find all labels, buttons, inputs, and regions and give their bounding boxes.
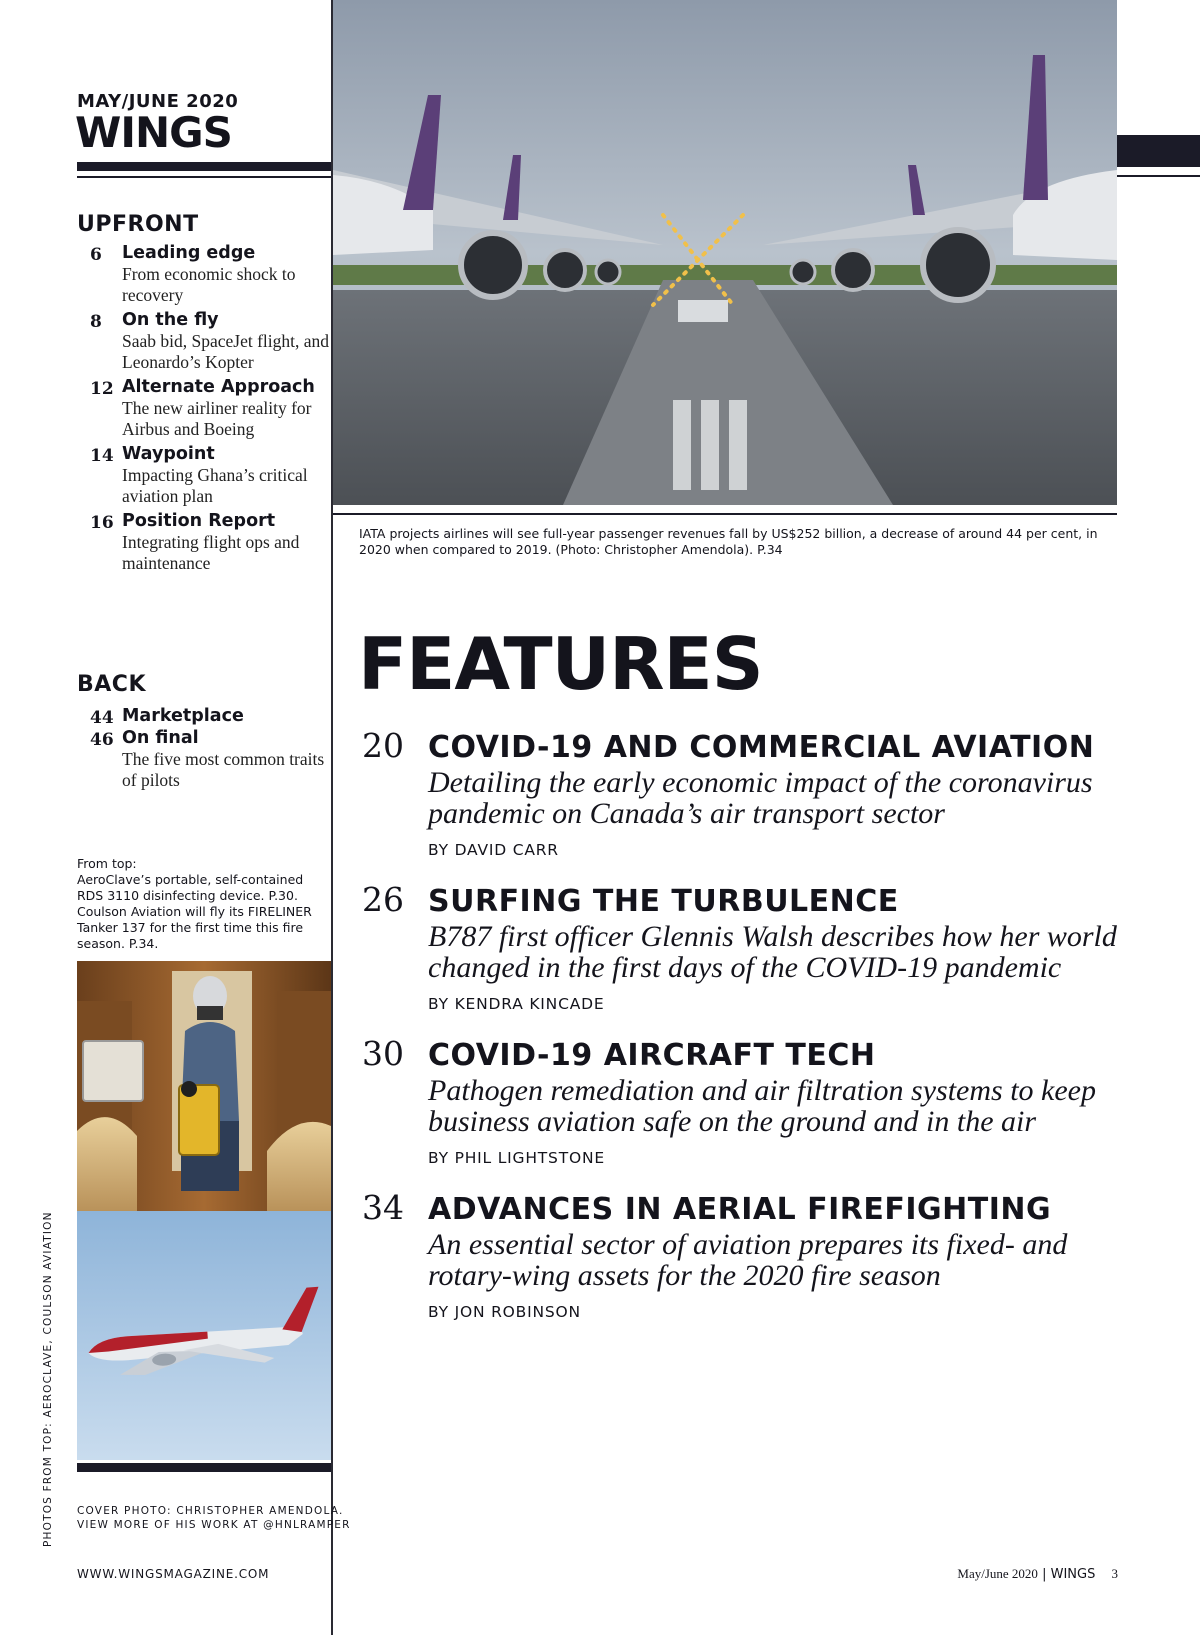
toc-page: 46 [90, 730, 114, 750]
toc-item[interactable] [90, 728, 330, 791]
cover-credit-line1: COVER PHOTO: CHRISTOPHER AMENDOLA. [77, 1505, 344, 1517]
toc-desc: Impacting Ghana’s critical aviation plan [122, 465, 308, 506]
feature-item[interactable] [362, 880, 1142, 1013]
hero-photo-rule [333, 513, 1117, 515]
feature-item[interactable] [362, 1188, 1142, 1321]
footer-date: May/June 2020 [957, 1566, 1038, 1581]
feature-title: ADVANCES IN AERIAL FIREFIGHTING [428, 1192, 1052, 1227]
edge-tab-rule [1117, 175, 1200, 177]
toc-page: 16 [90, 513, 114, 533]
feature-title: SURFING THE TURBULENCE [428, 884, 899, 919]
feature-title: COVID-19 AND COMMERCIAL AVIATION [428, 730, 1095, 765]
side-photo-rule [77, 1463, 331, 1472]
hero-photo-caption: IATA projects airlines will see full-year passenger revenues fall by US$252 billion, a decrease of around 44 per cent, in 2020 when compared to 2019. (Photo: Christopher Amendola). P.34 [359, 526, 1098, 557]
back-heading: BACK [77, 672, 146, 697]
toc-title: Position Report [122, 511, 276, 531]
page-number: 3 [1111, 1566, 1118, 1581]
feature-title: COVID-19 AIRCRAFT TECH [428, 1038, 876, 1073]
parked-airliners-photo [333, 0, 1117, 505]
feature-page: 30 [362, 1034, 404, 1073]
toc-title: Marketplace [122, 706, 244, 726]
coulson-tanker-photo [77, 1211, 331, 1460]
feature-byline: BY JON ROBINSON [428, 1303, 581, 1321]
upfront-list [90, 243, 330, 578]
footer-magazine: WINGS [1050, 1567, 1096, 1582]
feature-desc: B787 first officer Glennis Walsh describes how her world changed in the first days of the COVID-19 pandemic [428, 920, 1117, 984]
feature-desc: An essential sector of aviation prepares its fixed- and rotary-wing assets for the 2020 fire season [428, 1228, 1068, 1292]
edge-tab [1117, 135, 1200, 167]
feature-byline: BY KENDRA KINCADE [428, 995, 605, 1013]
back-list [90, 706, 330, 795]
toc-desc: Integrating flight ops and maintenance [122, 532, 300, 573]
toc-desc: The new airliner reality for Airbus and Boeing [122, 398, 312, 439]
cover-credit [77, 1504, 351, 1532]
magazine-title: WINGS [75, 108, 232, 157]
toc-item[interactable] [90, 310, 330, 373]
toc-item[interactable] [90, 377, 330, 440]
toc-page: 44 [90, 708, 114, 728]
toc-desc: The five most common traits of pilots [122, 749, 325, 790]
toc-desc: From economic shock to recovery [122, 264, 296, 305]
masthead-rule-thin [77, 176, 331, 178]
feature-byline: BY PHIL LIGHTSTONE [428, 1149, 605, 1167]
feature-desc: Detailing the early economic impact of the coronavirus pandemic on Canada’s air transport sector [428, 766, 1093, 830]
toc-page: 12 [90, 379, 114, 399]
toc-item[interactable] [90, 243, 330, 306]
photo-credit-vertical: PHOTOS FROM TOP: AEROCLAVE, COULSON AVIATION [42, 1211, 54, 1547]
footer-separator: | [1042, 1567, 1047, 1582]
toc-desc: Saab bid, SpaceJet flight, and Leonardo’s Kopter [122, 331, 330, 372]
feature-desc: Pathogen remediation and air filtration systems to keep business aviation safe on the ground and in the air [428, 1074, 1096, 1138]
page-footer [957, 1566, 1118, 1582]
toc-page: 6 [90, 245, 102, 265]
feature-page: 26 [362, 880, 404, 919]
toc-page: 8 [90, 312, 102, 332]
feature-page: 20 [362, 726, 404, 765]
masthead-rule-thick [77, 162, 331, 171]
side-photo-caption: From top: AeroClave’s portable, self-contained RDS 3110 disinfecting device. P.30. Coulson Aviation will fly its FIRELINER Tanker 137 for the first time this fire season. P.34. [77, 856, 312, 951]
toc-title: On final [122, 728, 199, 748]
website-url[interactable]: WWW.WINGSMAGAZINE.COM [77, 1567, 270, 1581]
toc-item[interactable] [90, 511, 330, 574]
feature-byline: BY DAVID CARR [428, 841, 559, 859]
feature-item[interactable] [362, 726, 1142, 859]
feature-page: 34 [362, 1188, 404, 1227]
toc-title: Alternate Approach [122, 377, 315, 397]
features-heading: FEATURES [358, 622, 763, 706]
feature-item[interactable] [362, 1034, 1142, 1167]
issue-date: MAY/JUNE 2020 [77, 91, 239, 112]
toc-page: 14 [90, 446, 114, 466]
toc-item[interactable] [90, 706, 330, 728]
toc-title: Waypoint [122, 444, 215, 464]
cover-credit-line2: VIEW MORE OF HIS WORK AT @HNLRAMPER [77, 1519, 351, 1531]
toc-item[interactable] [90, 444, 330, 507]
toc-title: On the fly [122, 310, 219, 330]
upfront-heading: UPFRONT [77, 212, 199, 237]
aeroclave-photo [77, 961, 331, 1211]
toc-title: Leading edge [122, 243, 256, 263]
